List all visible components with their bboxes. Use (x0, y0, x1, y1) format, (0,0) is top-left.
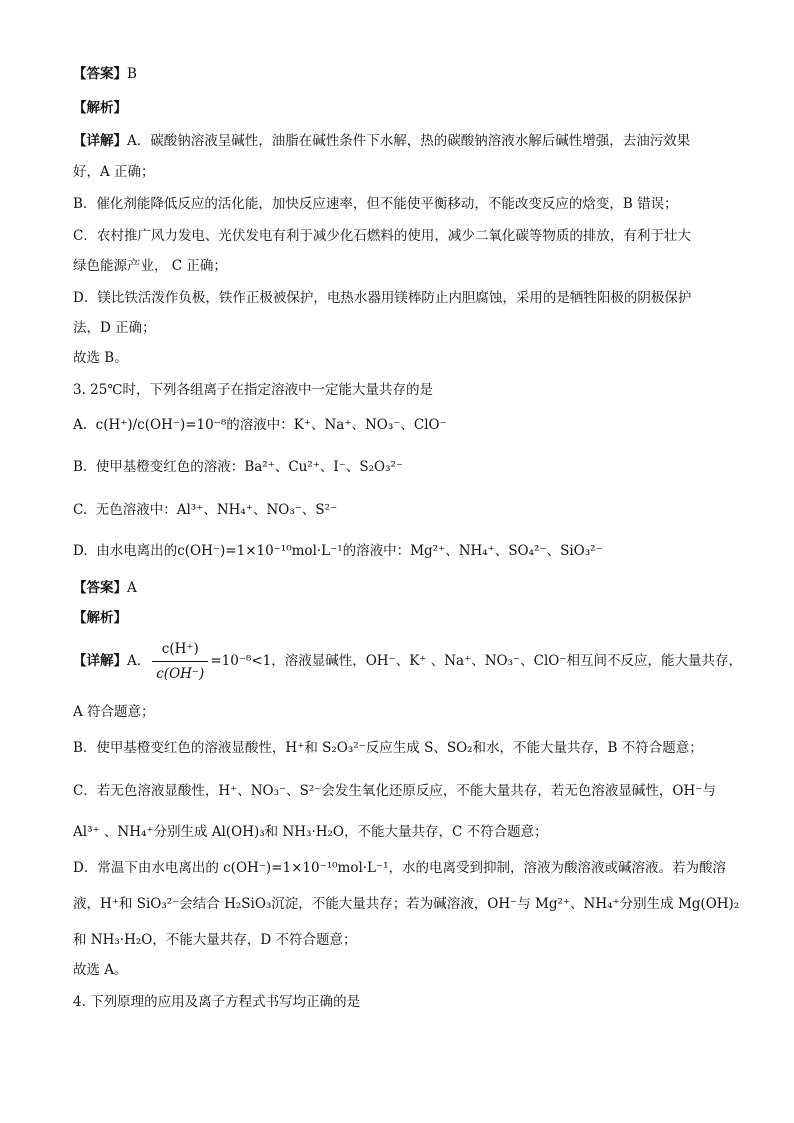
detail-line-q3-c1: C．若无色溶液显酸性，H⁺、NO₃⁻、S²⁻会发生氧化还原反应，不能大量共存，若无色溶液显碱性，OH⁻与 (73, 783, 716, 799)
detail-line-q2-d2: 法，D 正确； (73, 320, 156, 336)
detail-text: =10⁻⁸<1，溶液显碱性，OH⁻、K⁺ 、Na⁺、NO₃⁻、ClO⁻相互间不反应，能大量共存， (210, 653, 742, 669)
detail-line-q3-a2: A 符合题意； (73, 704, 155, 720)
fraction-numerator: c(H⁺) (152, 638, 208, 662)
detail-line-q2-a1 (73, 131, 690, 151)
option-b (73, 457, 403, 477)
answer-tag: 【答案】 (73, 66, 127, 82)
detail-text: A．碳酸钠溶液呈碱性，油脂在碱性条件下水解，热的碳酸钠溶液水解后碱性增强，去油污效果 (127, 133, 691, 149)
option-ions: Al³⁺、NH₄⁺、NO₃⁻、S²⁻ (176, 502, 338, 518)
question-stem-q3: 3. 25℃时，下列各组离子在指定溶液中一定能大量共存的是 (73, 382, 433, 398)
question-stem-q4: 4. 下列原理的应用及离子方程式书写均正确的是 (73, 994, 361, 1010)
detail-line-q3-d2: 液，H⁺和 SiO₃²⁻会结合 H₂SiO₃沉淀，不能大量共存；若为碱溶液，OH⁻与 Mg²⁺、NH₄⁺分别生成 Mg(OH)₂ (73, 896, 740, 912)
detail-tag: 【详解】 (73, 653, 127, 669)
conclusion-q3: 故选 A。 (73, 962, 128, 978)
detail-line-q2-d1: D．镁比铁活泼作负极，铁作正极被保护，电热水器用镁棒防止内胆腐蚀，采用的是牺牲阳极的阴极保护 (73, 290, 692, 306)
analysis-tag-q3: 【解析】 (73, 610, 127, 626)
option-ions: K⁺、Na⁺、NO₃⁻、ClO⁻ (293, 417, 447, 433)
detail-lead: A． (127, 653, 151, 669)
option-label: A. (73, 417, 88, 433)
detail-line-q2-a2: 好，A 正确； (73, 164, 155, 180)
answer-value: B (127, 66, 137, 82)
detail-line-q2-c2: 绿色能源产业， C 正确； (73, 258, 227, 274)
option-condition: 由水电离出的c(OH⁻)=1×10⁻¹⁰mol·L⁻¹的溶液中： (96, 543, 411, 559)
detail-line-q3-d3: 和 NH₃·H₂O，不能大量共存，D 不符合题意； (73, 932, 357, 948)
detail-tag: 【详解】 (73, 133, 127, 149)
detail-line-q2-c1: C．农村推广风力发电、光伏发电有利于减少化石燃料的使用，减少二氧化碳等物质的排放，有利于壮大 (73, 228, 691, 244)
detail-line-q3-c2: Al³⁺ 、NH₄⁺分别生成 Al(OH)₃和 NH₃·H₂O，不能大量共存，C 不符合题意； (73, 824, 548, 840)
option-c (73, 500, 337, 520)
detail-line-q3-b: B．使甲基橙变红色的溶液显酸性，H⁺和 S₂O₃²⁻反应生成 S、SO₂和水，不能大量共存，B 不符合题意； (73, 740, 703, 756)
option-a (73, 415, 447, 435)
fraction-denominator: c(OH⁻) (156, 666, 205, 682)
analysis-tag-q2: 【解析】 (73, 100, 127, 116)
option-condition: 无色溶液中： (95, 502, 177, 518)
option-label: B. (73, 459, 88, 475)
detail-line-q3-d1: D．常温下由水电离出的 c(OH⁻)=1×10⁻¹⁰mol·L⁻¹，水的电离受到抑制，溶液为酸溶液或碱溶液。若为酸溶 (73, 860, 727, 876)
answer-line-q2 (73, 64, 137, 84)
option-ions: Mg²⁺、NH₄⁺、SO₄²⁻、SiO₃²⁻ (410, 543, 603, 559)
conclusion-q2: 故选 B。 (73, 350, 128, 366)
answer-tag: 【答案】 (73, 580, 127, 596)
option-condition: 使甲基橙变红色的溶液： (95, 459, 245, 475)
option-ions: Ba²⁺、Cu²⁺、I⁻、S₂O₃²⁻ (244, 459, 404, 475)
detail-line-q3-a1 (73, 638, 742, 685)
option-label: D. (73, 543, 88, 559)
option-label: C. (73, 502, 88, 518)
answer-line-q3 (73, 578, 137, 598)
option-condition: c(H⁺)/c(OH⁻)=10⁻⁸的溶液中： (95, 417, 294, 433)
detail-line-q2-b: B．催化剂能降低反应的活化能，加快反应速率，但不能使平衡移动，不能改变反应的焓变，B 错误； (73, 196, 678, 212)
option-d (73, 541, 603, 561)
concentration-fraction (152, 638, 208, 685)
answer-value: A (127, 580, 137, 596)
